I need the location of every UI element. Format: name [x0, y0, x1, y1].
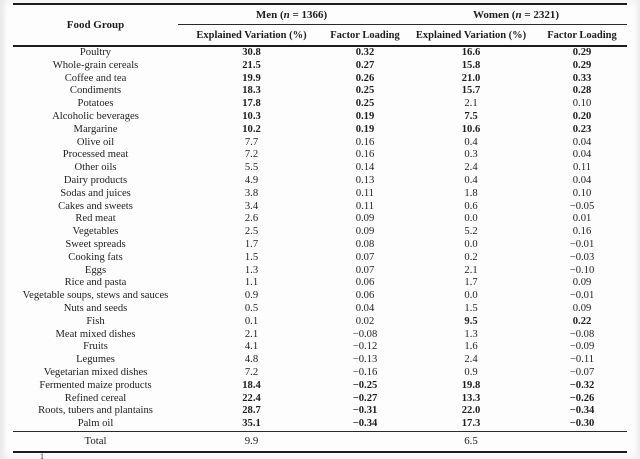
men-explained-variation-cell: 2.1 [244, 328, 259, 340]
women-explained-variation-cell: 5.2 [464, 226, 478, 238]
women-factor-loading-cell: −0.08 [569, 328, 595, 340]
women-explained-variation-cell: 16.6 [461, 47, 481, 58]
men-explained-variation-cell: 4.1 [244, 341, 259, 353]
men-factor-loading-cell: 0.06 [355, 277, 375, 289]
table-row [13, 265, 627, 278]
women-factor-loading-cell: 0.10 [572, 187, 592, 199]
women-explained-variation-cell: 22.0 [461, 405, 481, 417]
men-factor-loading-cell: 0.26 [355, 72, 375, 84]
men-factor-loading-cell: 0.08 [355, 238, 375, 250]
women-factor-loading-cell: −0.03 [569, 251, 595, 263]
men-explained-variation-cell: 0.9 [244, 290, 259, 302]
women-explained-variation-cell: 0.2 [464, 251, 478, 263]
table-row [13, 329, 627, 342]
women-factor-loading-cell: −0.10 [569, 264, 595, 276]
men-factor-loading-cell: −0.31 [352, 405, 378, 417]
women-factor-loading-cell: 0.16 [572, 226, 592, 238]
food-group-cell: Whole-grain cereals [52, 59, 139, 71]
women-factor-loading-cell: −0.11 [569, 354, 595, 366]
food-group-cell: Vegetables [72, 226, 119, 238]
women-factor-loading-cell: 0.29 [572, 47, 592, 58]
group-header-row [13, 4, 627, 25]
women-explained-variation-cell: 21.0 [461, 72, 481, 84]
table-row [13, 303, 627, 316]
food-group-cell: Olive oil [76, 136, 115, 148]
men-factor-loading-cell: 0.07 [355, 264, 375, 276]
men-factor-loading-cell: 0.25 [355, 85, 375, 97]
table-row [13, 367, 627, 380]
men-explained-variation-cell: 4.8 [244, 354, 259, 366]
men-factor-loading-cell: −0.12 [352, 341, 378, 353]
women-explained-variation-cell: 13.3 [461, 392, 481, 404]
table-row [13, 393, 627, 406]
men-factor-loading-cell: −0.34 [352, 418, 378, 430]
men-factor-loading-cell: −0.16 [352, 366, 378, 378]
food-group-cell: Sodas and juices [60, 187, 131, 199]
women-factor-loading-cell: 0.01 [572, 213, 592, 225]
men-factor-loading-cell: 0.11 [355, 187, 375, 199]
men-explained-variation-cell: 10.3 [242, 110, 261, 122]
men-explained-variation-cell: 18.3 [242, 85, 261, 97]
women-factor-loading-cell: −0.01 [569, 238, 595, 250]
men-explained-variation-cell: 21.5 [242, 59, 261, 71]
food-group-cell: Cooking fats [68, 251, 123, 263]
food-group-cell: Vegetable soups, stews and sauces [22, 290, 169, 302]
men-factor-loading-cell: 0.06 [355, 290, 375, 302]
men-explained-variation-cell: 10.2 [242, 123, 261, 135]
women-explained-variation-cell: 7.5 [464, 110, 478, 122]
women-explained-variation-cell: 19.8 [461, 379, 481, 391]
table-row [13, 252, 627, 265]
food-group-cell: Fish [86, 315, 105, 327]
men-explained-variation-cell: 28.7 [242, 405, 261, 417]
men-factor-loading-cell: 0.09 [355, 226, 375, 238]
women-explained-variation-cell: 9.5 [464, 315, 478, 327]
table-row [13, 85, 627, 98]
food-group-cell: Poultry [79, 47, 112, 58]
men-explained-variation-cell: 18.4 [242, 379, 261, 391]
women-explained-variation-cell: 2.4 [464, 162, 478, 174]
food-group-cell: Coffee and tea [64, 72, 127, 84]
table-row [13, 226, 627, 239]
men-explained-variation-cell: 3.4 [244, 200, 259, 212]
scan-edge-right [635, 0, 640, 459]
table-row [13, 201, 627, 214]
food-group-cell: Processed meat [62, 149, 129, 161]
men-factor-loading-cell: 0.27 [355, 59, 375, 71]
food-group-cell: Palm oil [77, 418, 114, 430]
men-explained-variation-cell: 2.6 [244, 213, 259, 225]
scan-edge-left [0, 0, 7, 459]
women-factor-loading-cell: −0.30 [569, 418, 595, 430]
table-row [13, 354, 627, 367]
food-group-cell: Nuts and seeds [63, 302, 128, 314]
men-factor-loading-cell: 0.04 [355, 302, 375, 314]
men-factor-loading-cell: 0.19 [355, 123, 375, 135]
women-factor-loading-cell: 0.23 [572, 123, 592, 135]
women-factor-loading-cell: −0.34 [569, 405, 595, 417]
women-factor-loading-cell: −0.05 [569, 200, 595, 212]
men-explained-variation-cell: 7.2 [244, 366, 259, 378]
food-group-cell: Alcoholic beverages [52, 110, 139, 122]
table-body [13, 46, 627, 431]
men-factor-loading-header: Factor Loading [325, 25, 405, 47]
table-row [13, 213, 627, 226]
men-explained-variation-cell: 2.5 [244, 226, 259, 238]
women-factor-loading-cell: 0.09 [572, 302, 592, 314]
men-factor-loading-cell: 0.19 [355, 110, 375, 122]
men-explained-variation-cell: 7.7 [244, 136, 259, 148]
women-group-header: Women (n = 2321) [405, 4, 627, 25]
table-row [13, 277, 627, 290]
men-factor-loading-cell: 0.32 [355, 47, 375, 58]
women-explained-variation-header: Explained Variation (%) [405, 25, 537, 47]
men-factor-loading-cell: −0.25 [352, 379, 378, 391]
table-row [13, 46, 627, 60]
women-explained-variation-cell: 0.0 [464, 238, 478, 250]
food-group-cell: Roots, tubers and plantains [38, 405, 153, 417]
women-explained-variation-cell: 17.3 [461, 418, 481, 430]
food-group-cell: Rice and pasta [64, 277, 127, 289]
food-group-cell: Margarine [73, 123, 118, 135]
women-factor-loading-cell: −0.09 [569, 341, 595, 353]
table-row [13, 98, 627, 111]
men-group-header: Men (n = 1366) [178, 4, 405, 25]
men-explained-variation-cell: 1.5 [244, 251, 259, 263]
women-factor-loading-cell: −0.26 [569, 392, 595, 404]
food-group-cell: Condiments [69, 85, 122, 97]
table-row [13, 162, 627, 175]
men-factor-loading-cell: −0.27 [352, 392, 378, 404]
men-explained-variation-cell: 19.9 [242, 72, 261, 84]
total-label: Total [13, 431, 178, 452]
food-group-cell: Fruits [83, 341, 108, 353]
men-explained-variation-cell: 1.3 [244, 264, 259, 276]
food-group-cell: Fermented maize products [39, 379, 152, 391]
women-factor-loading-cell: 0.29 [572, 59, 592, 71]
women-explained-variation-cell: 1.8 [464, 187, 478, 199]
men-explained-variation-header: Explained Variation (%) [178, 25, 325, 47]
food-group-cell: Vegetarian mixed dishes [43, 366, 148, 378]
women-factor-loading-cell: 0.10 [572, 98, 592, 110]
food-group-cell: Potatoes [77, 98, 114, 110]
men-factor-loading-cell: 0.16 [355, 136, 375, 148]
footnote-marker: 1 [40, 452, 44, 459]
men-factor-loading-cell: 0.25 [355, 98, 375, 110]
women-explained-variation-cell: 10.6 [461, 123, 481, 135]
men-explained-variation-cell: 35.1 [242, 418, 261, 430]
table-row [13, 137, 627, 150]
women-explained-variation-cell: 2.1 [464, 264, 478, 276]
men-factor-loading-cell: 0.07 [355, 251, 375, 263]
table-row [13, 418, 627, 431]
food-group-cell: Dairy products [63, 174, 128, 186]
men-explained-variation-cell: 5.5 [244, 162, 259, 174]
table-row [13, 175, 627, 188]
total-women-explained-variation: 6.5 [405, 431, 537, 452]
factor-loading-table [13, 3, 627, 453]
men-factor-loading-cell: 0.16 [355, 149, 375, 161]
men-explained-variation-cell: 17.8 [242, 98, 261, 110]
women-factor-loading-cell: −0.32 [569, 379, 595, 391]
men-explained-variation-cell: 0.1 [244, 315, 259, 327]
women-factor-loading-cell: −0.07 [569, 366, 595, 378]
women-explained-variation-cell: 2.1 [464, 98, 478, 110]
men-explained-variation-cell: 1.7 [244, 238, 259, 250]
women-factor-loading-cell: 0.22 [572, 315, 592, 327]
men-factor-loading-cell: 0.11 [355, 200, 375, 212]
women-factor-loading-cell: 0.33 [572, 72, 592, 84]
men-explained-variation-cell: 3.8 [244, 187, 259, 199]
women-explained-variation-cell: 1.3 [464, 328, 478, 340]
food-group-cell: Red meat [75, 213, 116, 225]
women-factor-loading-cell: 0.09 [572, 277, 592, 289]
table-row [13, 188, 627, 201]
women-explained-variation-cell: 0.3 [464, 149, 478, 161]
table-row [13, 239, 627, 252]
men-factor-loading-cell: 0.13 [355, 174, 375, 186]
total-men-factor-loading [325, 431, 405, 452]
food-group-cell: Refined cereal [64, 392, 127, 404]
women-factor-loading-cell: 0.28 [572, 85, 592, 97]
women-explained-variation-cell: 15.7 [461, 85, 481, 97]
women-explained-variation-cell: 0.9 [464, 366, 478, 378]
women-factor-loading-cell: 0.04 [572, 174, 592, 186]
men-factor-loading-cell: 0.02 [355, 315, 375, 327]
women-factor-loading-cell: 0.11 [572, 162, 592, 174]
table-row [13, 111, 627, 124]
women-explained-variation-cell: 0.4 [464, 136, 478, 148]
table-row [13, 60, 627, 73]
table-row [13, 124, 627, 137]
food-group-cell: Meat mixed dishes [55, 328, 136, 340]
women-explained-variation-cell: 0.6 [464, 200, 478, 212]
women-explained-variation-cell: 2.4 [464, 354, 478, 366]
total-row [13, 431, 627, 452]
men-explained-variation-cell: 0.5 [244, 302, 259, 314]
women-explained-variation-cell: 1.7 [464, 277, 478, 289]
table-row [13, 380, 627, 393]
women-explained-variation-cell: 1.5 [464, 302, 478, 314]
food-group-cell: Eggs [84, 264, 107, 276]
men-factor-loading-cell: −0.13 [352, 354, 378, 366]
table-row [13, 405, 627, 418]
women-explained-variation-cell: 0.0 [464, 213, 478, 225]
men-factor-loading-cell: 0.14 [355, 162, 375, 174]
total-women-factor-loading [537, 431, 627, 452]
men-factor-loading-cell: −0.08 [352, 328, 378, 340]
men-explained-variation-cell: 22.4 [242, 392, 261, 404]
men-factor-loading-cell: 0.09 [355, 213, 375, 225]
food-group-cell: Cakes and sweets [58, 200, 133, 212]
women-explained-variation-cell: 1.6 [464, 341, 478, 353]
men-explained-variation-cell: 4.9 [244, 174, 259, 186]
food-group-cell: Sweet spreads [65, 238, 126, 250]
food-group-cell: Legumes [76, 354, 115, 366]
table-row [13, 149, 627, 162]
men-explained-variation-cell: 7.2 [244, 149, 259, 161]
total-men-explained-variation: 9.9 [178, 431, 325, 452]
table-row [13, 73, 627, 86]
women-factor-loading-cell: 0.20 [572, 110, 592, 122]
women-explained-variation-cell: 0.4 [464, 174, 478, 186]
women-explained-variation-cell: 15.8 [461, 59, 481, 71]
table-row [13, 290, 627, 303]
women-factor-loading-header: Factor Loading [537, 25, 627, 47]
men-explained-variation-cell: 30.8 [242, 47, 261, 58]
food-group-cell: Other oils [74, 162, 117, 174]
table-row [13, 341, 627, 354]
women-factor-loading-cell: −0.01 [569, 290, 595, 302]
table-row [13, 316, 627, 329]
women-factor-loading-cell: 0.04 [572, 136, 592, 148]
men-explained-variation-cell: 1.1 [244, 277, 259, 289]
food-group-header: Food Group [13, 4, 178, 46]
women-explained-variation-cell: 0.0 [464, 290, 478, 302]
women-factor-loading-cell: 0.04 [572, 149, 592, 161]
